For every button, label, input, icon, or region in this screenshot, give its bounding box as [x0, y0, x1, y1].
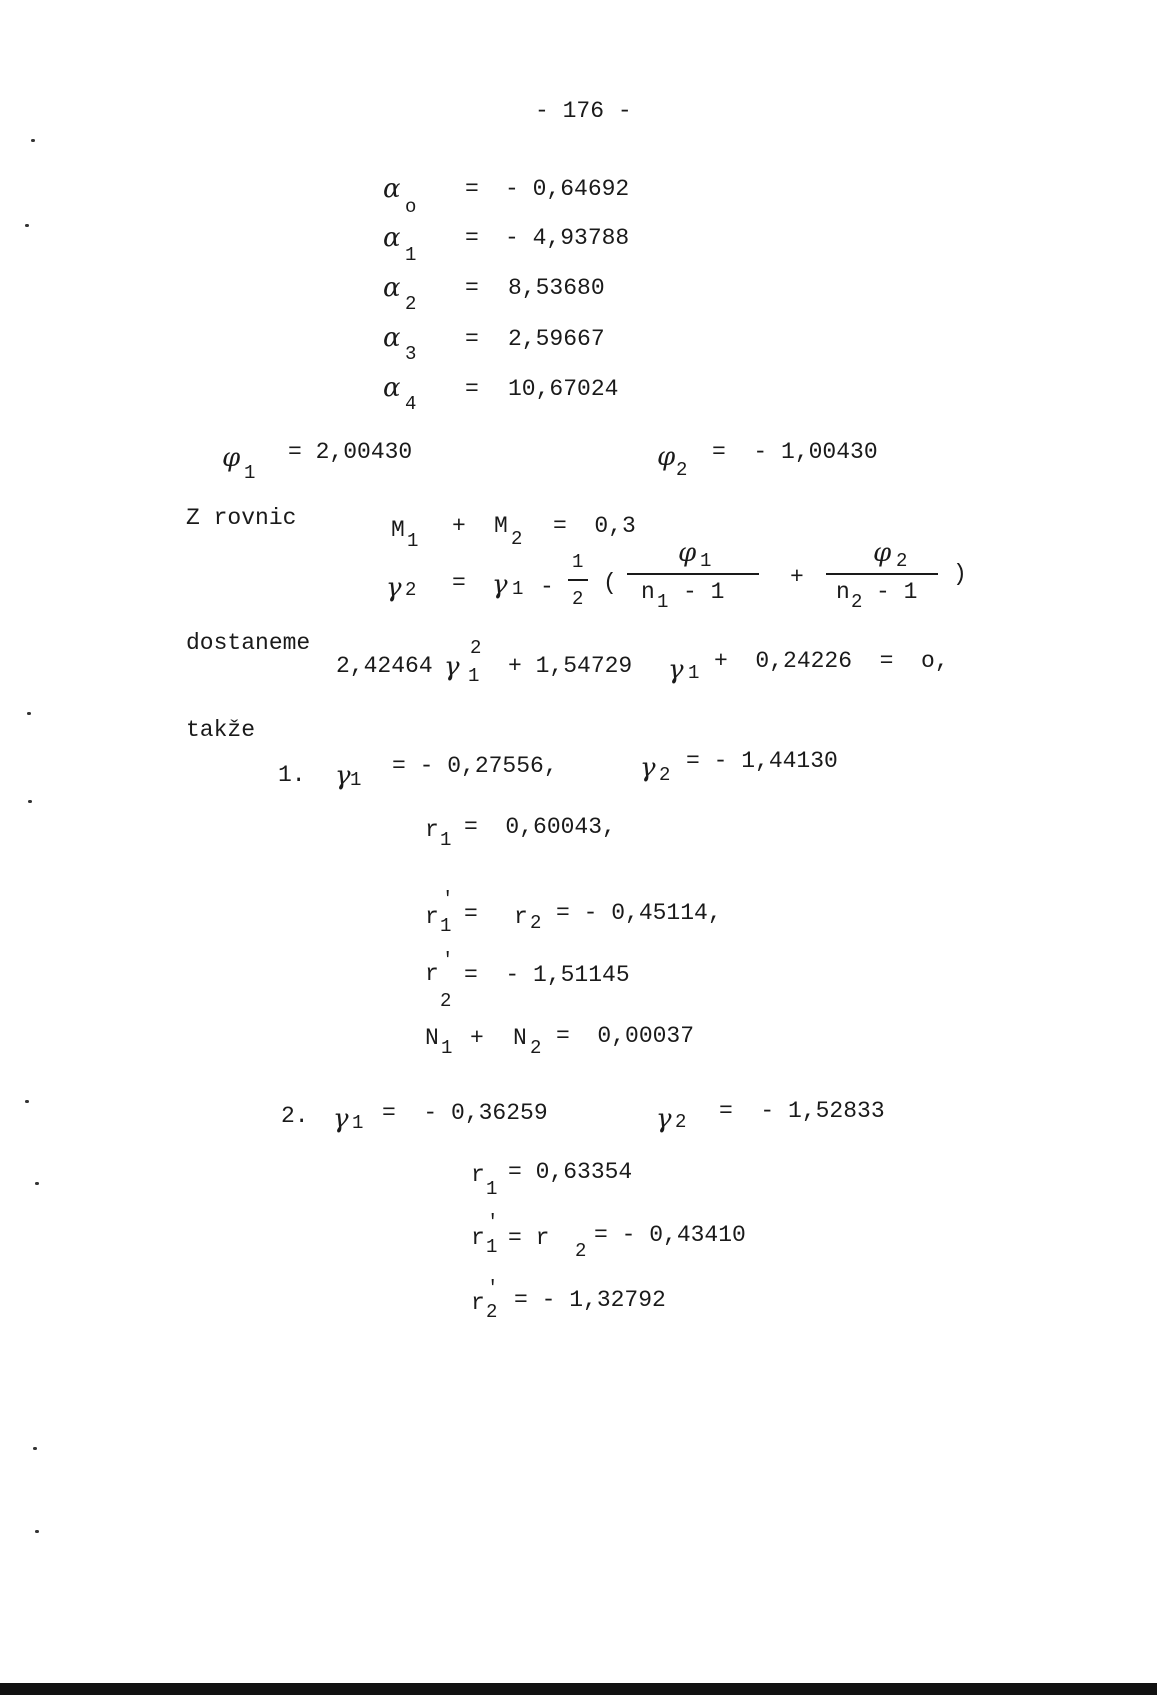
open-paren: (: [603, 570, 617, 596]
gamma-symbol: γ: [668, 655, 684, 685]
gamma-1-subscript: 1: [350, 769, 362, 791]
fraction-1-n: n: [641, 579, 655, 605]
gamma-1-symbol: γ: [492, 570, 508, 600]
prime-mark: ′: [442, 949, 454, 971]
gamma-subscript: 1: [688, 662, 700, 684]
plus-sign: +: [470, 1025, 484, 1051]
alpha-symbol: α: [383, 273, 401, 303]
scan-speck: [35, 1182, 39, 1185]
gamma-1-subscript: 1: [512, 578, 524, 600]
phi-2-subscript: 2: [676, 459, 688, 481]
alpha-symbol: α: [383, 373, 401, 403]
alpha-value: 2,59667: [508, 326, 605, 352]
fraction-1-n-subscript: 1: [657, 591, 669, 613]
fraction-1-minus-one: - 1: [683, 579, 725, 605]
alpha-symbol: α: [383, 223, 401, 253]
r1-prime-symbol: r: [471, 1225, 485, 1251]
gamma-2-subscript: 2: [659, 764, 671, 786]
gamma-superscript: 2: [470, 637, 482, 659]
gamma-2-subscript: 2: [675, 1111, 687, 1133]
equals-sign: =: [464, 901, 478, 927]
gamma-2-symbol: γ: [656, 1104, 672, 1134]
fraction-1-bar: [627, 573, 759, 575]
phi-1-symbol: φ: [222, 443, 241, 473]
r2-prime-value: = - 1,51145: [464, 962, 630, 988]
alpha-value: 8,53680: [508, 275, 605, 301]
alpha-value: - 4,93788: [505, 225, 630, 251]
equals-sign: =: [465, 326, 479, 352]
alpha-symbol: α: [383, 174, 401, 204]
r2-symbol: r: [514, 904, 528, 930]
prime-mark: ′: [487, 1277, 499, 1299]
gamma-2-value: = - 1,52833: [719, 1098, 885, 1124]
case-number: 2.: [281, 1103, 309, 1129]
gamma-2-subscript: 2: [405, 579, 417, 601]
fraction-2-minus-one: - 1: [876, 579, 918, 605]
equals-sign: =: [452, 570, 466, 596]
m1-subscript: 1: [407, 530, 419, 552]
page-number: - 176 -: [535, 98, 632, 124]
r1-prime-subscript: 1: [486, 1236, 498, 1258]
gamma-subscript: 1: [468, 665, 480, 687]
m2-subscript: 2: [511, 528, 523, 550]
prime-mark: ′: [442, 888, 454, 910]
gamma-1-value: = - 0,27556,: [392, 753, 558, 779]
fraction-2-phi-subscript: 2: [896, 550, 908, 572]
alpha-subscript: 4: [405, 393, 417, 415]
fraction-2-phi: φ: [873, 538, 892, 568]
r2-subscript: 2: [530, 912, 542, 934]
half-denominator: 2: [572, 588, 584, 610]
equals-sign: =: [465, 376, 479, 402]
phi-1-value: = 2,00430: [288, 439, 413, 465]
r2-prime-subscript: 2: [440, 990, 452, 1012]
n2-subscript: 2: [530, 1037, 542, 1059]
alpha-subscript: 1: [405, 244, 417, 266]
r1-subscript: 1: [440, 829, 452, 851]
scan-speck: [25, 224, 29, 227]
r1-symbol: r: [471, 1162, 485, 1188]
r2-value: = - 0,43410: [594, 1222, 746, 1248]
alpha-subscript: 3: [405, 343, 417, 365]
r1-symbol: r: [425, 817, 439, 843]
gamma-2-symbol: γ: [640, 753, 656, 783]
r2-prime-subscript: 2: [486, 1301, 498, 1323]
gamma-1-symbol: γ: [333, 1104, 349, 1134]
scan-bottom-edge: [0, 1683, 1157, 1695]
half-fraction-bar: [568, 579, 588, 581]
m2-symbol: M: [494, 513, 508, 539]
phi-2-value: = - 1,00430: [712, 439, 878, 465]
m1-symbol: M: [391, 517, 405, 543]
takze-label: takže: [186, 717, 256, 743]
term-3: + 0,24226 = o,: [714, 648, 949, 674]
fraction-1-phi-subscript: 1: [700, 550, 712, 572]
r2-subscript: 2: [575, 1240, 587, 1262]
scan-speck: [28, 800, 32, 803]
r2-prime-symbol: r: [425, 961, 439, 987]
r2-prime-symbol: r: [471, 1290, 485, 1316]
r2-value: = - 0,45114,: [556, 900, 722, 926]
n1-subscript: 1: [441, 1037, 453, 1059]
dostaneme-label: dostaneme: [186, 630, 311, 656]
n1-symbol: N: [425, 1025, 439, 1051]
r1-subscript: 1: [486, 1178, 498, 1200]
close-paren: ): [953, 561, 967, 587]
m-sum-value: = 0,3: [553, 513, 636, 539]
scan-speck: [25, 1100, 29, 1103]
rovnic-label: Z rovnic: [186, 505, 297, 531]
plus-sign: +: [452, 513, 466, 539]
r2-prime-value: = - 1,32792: [514, 1287, 666, 1313]
phi-2-symbol: φ: [657, 442, 676, 472]
fraction-2-n-subscript: 2: [851, 591, 863, 613]
r1-value: = 0,60043,: [464, 814, 616, 840]
phi-1-subscript: 1: [244, 462, 256, 484]
plus-sign: +: [790, 564, 804, 590]
alpha-subscript: o: [405, 196, 417, 218]
gamma-symbol: γ: [444, 652, 460, 682]
scan-speck: [31, 139, 35, 142]
term-2: + 1,54729: [508, 653, 633, 679]
n-sum-value: = 0,00037: [556, 1023, 695, 1049]
prime-mark: ′: [487, 1211, 499, 1233]
r1-prime-equals-r: = r: [508, 1225, 550, 1251]
fraction-1-phi: φ: [678, 538, 697, 568]
gamma-1-value: = - 0,36259: [382, 1100, 548, 1126]
equals-sign: =: [465, 275, 479, 301]
gamma-2-symbol: γ: [386, 573, 402, 603]
alpha-subscript: 2: [405, 293, 417, 315]
n2-symbol: N: [513, 1025, 527, 1051]
minus-sign: -: [540, 574, 554, 600]
alpha-symbol: α: [383, 323, 401, 353]
gamma-1-subscript: 1: [352, 1112, 364, 1134]
coefficient-1: 2,42464: [336, 653, 433, 679]
fraction-2-n: n: [836, 579, 850, 605]
alpha-value: 10,67024: [508, 376, 619, 402]
r1-value: = 0,63354: [508, 1159, 633, 1185]
scan-speck: [35, 1530, 39, 1533]
scan-speck: [33, 1447, 37, 1450]
fraction-2-bar: [826, 573, 938, 575]
scan-speck: [27, 712, 31, 715]
alpha-value: - 0,64692: [505, 176, 630, 202]
equals-sign: =: [465, 225, 479, 251]
gamma-1-symbol: γ: [335, 761, 351, 791]
case-number: 1.: [278, 762, 306, 788]
equals-sign: =: [465, 176, 479, 202]
half-numerator: 1: [572, 551, 584, 573]
gamma-2-value: = - 1,44130: [686, 748, 838, 774]
r1-prime-subscript: 1: [440, 915, 452, 937]
r1-prime-symbol: r: [425, 904, 439, 930]
